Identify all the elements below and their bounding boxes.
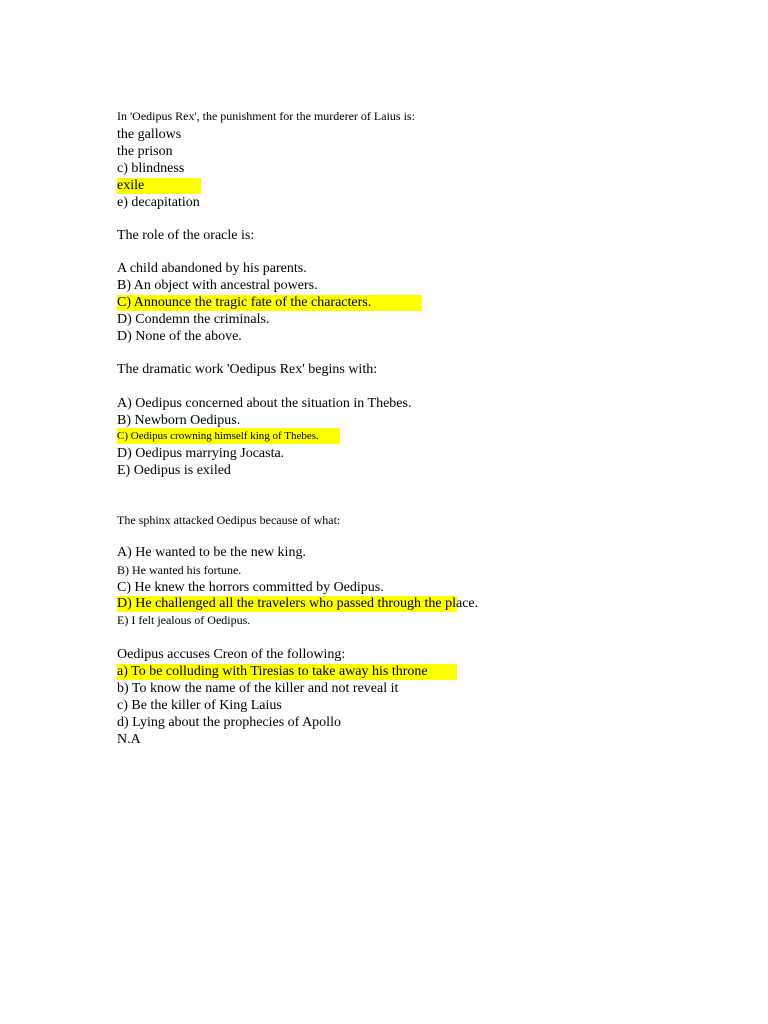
question-5-option-4: d) Lying about the prophecies of Apollo (117, 715, 341, 730)
question-1-prompt: In 'Oedipus Rex', the punishment for the murderer of Laius is: (117, 109, 415, 123)
question-3-option-2: B) Newborn Oedipus. (117, 413, 241, 428)
question-2-prompt: The role of the oracle is: (117, 228, 255, 243)
question-4-option-4: D) He challenged all the travelers who passed through the place. (117, 596, 479, 611)
question-4-option-1: A) He wanted to be the new king. (117, 545, 306, 560)
question-1-option-2: the prison (117, 144, 173, 159)
question-2-option-5: D) None of the above. (117, 329, 242, 344)
question-3-option-4: D) Oedipus marrying Jocasta. (117, 446, 285, 461)
question-3-option-5: E) Oedipus is exiled (117, 463, 231, 478)
question-5-prompt: Oedipus accuses Creon of the following: (117, 647, 346, 662)
question-3-prompt: The dramatic work 'Oedipus Rex' begins with: (117, 362, 378, 377)
question-5-option-1: a) To be colluding with Tiresias to take away his throne (117, 664, 428, 679)
question-2-option-3: C) Announce the tragic fate of the characters. (117, 295, 372, 310)
question-5-option-2: b) To know the name of the killer and not reveal it (117, 681, 399, 696)
question-4-option-3: C) He knew the horrors committed by Oedipus. (117, 580, 384, 595)
question-4-prompt: The sphinx attacked Oedipus because of what: (117, 513, 341, 527)
question-2-option-4: D) Condemn the criminals. (117, 312, 270, 327)
question-3-option-3: C) Oedipus crowning himself king of Thebes. (117, 430, 319, 442)
question-2-option-1: A child abandoned by his parents. (117, 261, 307, 276)
question-5-option-5: N.A (117, 732, 141, 747)
question-1-option-3: c) blindness (117, 161, 185, 176)
question-1-option-4: exile (117, 178, 145, 193)
question-1-option-5: e) decapitation (117, 195, 200, 210)
question-4-option-2: B) He wanted his fortune. (117, 563, 242, 577)
question-2-option-2: B) An object with ancestral powers. (117, 278, 318, 293)
question-5-option-3: c) Be the killer of King Laius (117, 698, 282, 713)
question-1-option-1: the gallows (117, 127, 182, 142)
question-3-option-1: A) Oedipus concerned about the situation in Thebes. (117, 396, 412, 411)
question-4-option-5: E) I felt jealous of Oedipus. (117, 613, 251, 627)
